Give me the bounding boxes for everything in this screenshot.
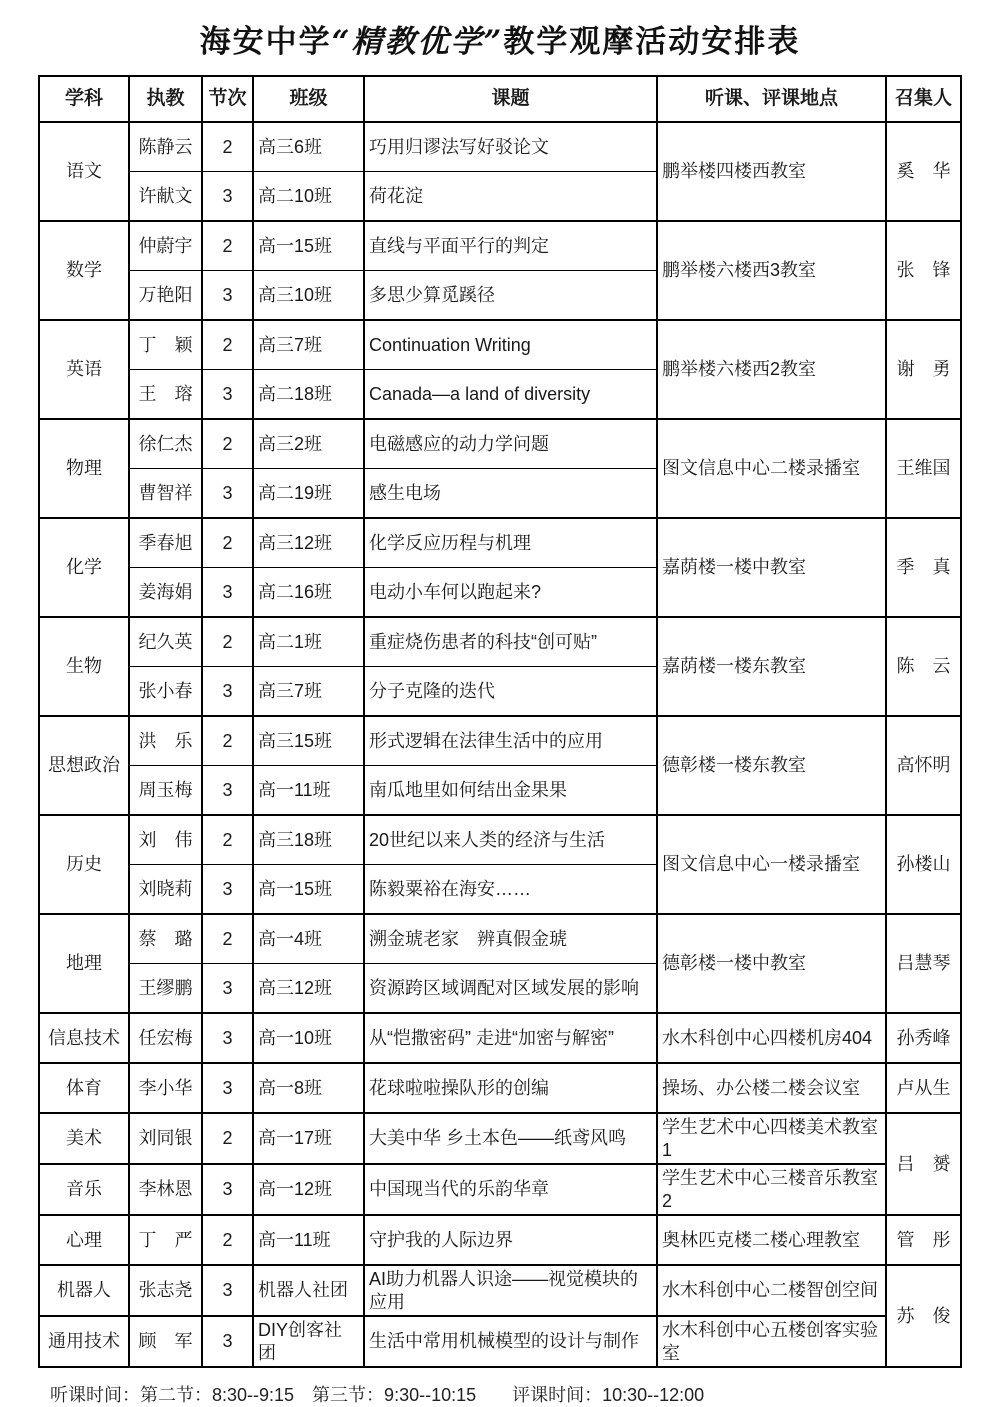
subject-cell: 通用技术	[39, 1316, 129, 1367]
table-row	[39, 1063, 961, 1113]
topic-cell: 多思少算觅蹊径	[364, 271, 657, 321]
convener-cell: 孙秀峰	[886, 1013, 961, 1063]
topic-cell: 电磁感应的动力学问题	[364, 419, 657, 469]
convener-cell: 季 真	[886, 518, 961, 617]
teacher-cell: 张志尧	[129, 1265, 202, 1316]
topic-cell: Canada—a land of diversity	[364, 370, 657, 420]
convener-cell: 谢 勇	[886, 320, 961, 419]
teacher-cell: 纪久英	[129, 617, 202, 667]
table-row	[39, 1316, 961, 1367]
topic-cell: 形式逻辑在法律生活中的应用	[364, 716, 657, 766]
topic-cell: 溯金琥老家 辨真假金琥	[364, 914, 657, 964]
column-header-period: 节次	[202, 76, 253, 122]
title-quoted: “精教优学”	[331, 24, 504, 60]
teacher-cell: 姜海娟	[129, 568, 202, 618]
convener-cell: 孙楼山	[886, 815, 961, 914]
period-cell: 2	[202, 617, 253, 667]
column-header-topic: 课题	[364, 76, 657, 122]
convener-cell: 苏 俊	[886, 1265, 961, 1367]
class-cell: 机器人社团	[253, 1265, 364, 1316]
class-cell: 高一4班	[253, 914, 364, 964]
class-cell: 高二1班	[253, 617, 364, 667]
location-cell: 水木科创中心五楼创客实验室	[657, 1316, 886, 1367]
subject-cell: 语文	[39, 122, 129, 221]
location-cell: 水木科创中心四楼机房404	[657, 1013, 886, 1063]
teacher-cell: 张小春	[129, 667, 202, 717]
teacher-cell: 洪 乐	[129, 716, 202, 766]
location-cell: 德彰楼一楼中教室	[657, 914, 886, 1013]
topic-cell: 花球啦啦操队形的创编	[364, 1063, 657, 1113]
period-cell: 2	[202, 221, 253, 271]
teacher-cell: 万艳阳	[129, 271, 202, 321]
topic-cell: 分子克隆的迭代	[364, 667, 657, 717]
title-suffix: 教学观摩活动安排表	[503, 24, 801, 59]
teacher-cell: 徐仁杰	[129, 419, 202, 469]
column-header-convener: 召集人	[886, 76, 961, 122]
period-cell: 3	[202, 1265, 253, 1316]
location-cell: 操场、办公楼二楼会议室	[657, 1063, 886, 1113]
subject-cell: 音乐	[39, 1164, 129, 1215]
class-cell: 高三7班	[253, 667, 364, 717]
table-row	[39, 914, 961, 964]
period-cell: 2	[202, 716, 253, 766]
table-row	[39, 815, 961, 865]
title-prefix: 海安中学	[199, 24, 332, 59]
convener-cell: 吕慧琴	[886, 914, 961, 1013]
table-row	[39, 617, 961, 667]
subject-cell: 物理	[39, 419, 129, 518]
topic-cell: Continuation Writing	[364, 320, 657, 370]
period-cell: 3	[202, 172, 253, 222]
period-cell: 2	[202, 122, 253, 172]
teacher-cell: 曹智祥	[129, 469, 202, 519]
convener-cell: 奚 华	[886, 122, 961, 221]
topic-cell: 资源跨区域调配对区域发展的影响	[364, 964, 657, 1014]
location-cell: 嘉荫楼一楼中教室	[657, 518, 886, 617]
subject-cell: 生物	[39, 617, 129, 716]
table-row	[39, 1164, 961, 1215]
topic-cell: 陈毅粟裕在海安……	[364, 865, 657, 915]
location-cell: 图文信息中心二楼录播室	[657, 419, 886, 518]
table-row	[39, 320, 961, 370]
class-cell: 高三15班	[253, 716, 364, 766]
table-row	[39, 518, 961, 568]
teacher-cell: 王缪鹏	[129, 964, 202, 1014]
teacher-cell: 刘 伟	[129, 815, 202, 865]
period-cell: 3	[202, 1013, 253, 1063]
subject-cell: 美术	[39, 1113, 129, 1164]
class-cell: DIY创客社团	[253, 1316, 364, 1367]
location-cell: 嘉荫楼一楼东教室	[657, 617, 886, 716]
table-row	[39, 122, 961, 172]
class-cell: 高一15班	[253, 221, 364, 271]
header-row	[39, 76, 961, 122]
column-header-location: 听课、评课地点	[657, 76, 886, 122]
class-cell: 高一10班	[253, 1013, 364, 1063]
subject-cell: 英语	[39, 320, 129, 419]
period-cell: 2	[202, 1215, 253, 1265]
table-row	[39, 1113, 961, 1164]
period-cell: 3	[202, 667, 253, 717]
location-cell: 水木科创中心二楼智创空间	[657, 1265, 886, 1316]
location-cell: 德彰楼一楼东教室	[657, 716, 886, 815]
topic-cell: 南瓜地里如何结出金果果	[364, 766, 657, 816]
subject-cell: 体育	[39, 1063, 129, 1113]
teacher-cell: 顾 军	[129, 1316, 202, 1367]
topic-cell: 荷花淀	[364, 172, 657, 222]
topic-cell: 感生电场	[364, 469, 657, 519]
teacher-cell: 任宏梅	[129, 1013, 202, 1063]
location-cell: 图文信息中心一楼录播室	[657, 815, 886, 914]
period-cell: 3	[202, 766, 253, 816]
class-cell: 高一15班	[253, 865, 364, 915]
period-cell: 2	[202, 815, 253, 865]
convener-cell: 张 锋	[886, 221, 961, 320]
location-cell: 鹏举楼四楼西教室	[657, 122, 886, 221]
class-cell: 高二16班	[253, 568, 364, 618]
convener-cell: 吕 赟	[886, 1113, 961, 1215]
class-cell: 高二10班	[253, 172, 364, 222]
period-cell: 2	[202, 914, 253, 964]
topic-cell: 化学反应历程与机理	[364, 518, 657, 568]
class-cell: 高一11班	[253, 1215, 364, 1265]
table-row	[39, 1013, 961, 1063]
teacher-cell: 季春旭	[129, 518, 202, 568]
topic-cell: 直线与平面平行的判定	[364, 221, 657, 271]
table-row	[39, 419, 961, 469]
subject-cell: 心理	[39, 1215, 129, 1265]
convener-cell: 高怀明	[886, 716, 961, 815]
subject-cell: 机器人	[39, 1265, 129, 1316]
convener-cell: 卢从生	[886, 1063, 961, 1113]
class-cell: 高三7班	[253, 320, 364, 370]
convener-cell: 管 彤	[886, 1215, 961, 1265]
topic-cell: AI助力机器人识途——视觉模块的应用	[364, 1265, 657, 1316]
teacher-cell: 李林恩	[129, 1164, 202, 1215]
period-cell: 2	[202, 1113, 253, 1164]
period-cell: 2	[202, 419, 253, 469]
teacher-cell: 丁 严	[129, 1215, 202, 1265]
table-row	[39, 716, 961, 766]
teacher-cell: 周玉梅	[129, 766, 202, 816]
table-row	[39, 221, 961, 271]
class-cell: 高三12班	[253, 964, 364, 1014]
topic-cell: 生活中常用机械模型的设计与制作	[364, 1316, 657, 1367]
subject-cell: 历史	[39, 815, 129, 914]
class-cell: 高三10班	[253, 271, 364, 321]
location-cell: 学生艺术中心三楼音乐教室2	[657, 1164, 886, 1215]
period-cell: 2	[202, 518, 253, 568]
subject-cell: 地理	[39, 914, 129, 1013]
convener-cell: 王维国	[886, 419, 961, 518]
table-row	[39, 1215, 961, 1265]
topic-cell: 中国现当代的乐韵华章	[364, 1164, 657, 1215]
topic-cell: 守护我的人际边界	[364, 1215, 657, 1265]
class-cell: 高二18班	[253, 370, 364, 420]
subject-cell: 思想政治	[39, 716, 129, 815]
period-cell: 2	[202, 320, 253, 370]
teacher-cell: 仲蔚宇	[129, 221, 202, 271]
teacher-cell: 丁 颖	[129, 320, 202, 370]
location-cell: 鹏举楼六楼西3教室	[657, 221, 886, 320]
teacher-cell: 许献文	[129, 172, 202, 222]
period-cell: 3	[202, 568, 253, 618]
period-cell: 3	[202, 271, 253, 321]
teacher-cell: 蔡 璐	[129, 914, 202, 964]
location-cell: 学生艺术中心四楼美术教室1	[657, 1113, 886, 1164]
location-cell: 奥林匹克楼二楼心理教室	[657, 1215, 886, 1265]
page-title	[0, 16, 1000, 61]
schedule-times-note: 听课时间：第二节：8:30--9:15 第三节：9:30--10:15 评课时间：10:30--12:00	[50, 1385, 705, 1405]
period-cell: 3	[202, 1316, 253, 1367]
column-header-subject: 学科	[39, 76, 129, 122]
subject-cell: 信息技术	[39, 1013, 129, 1063]
teacher-cell: 刘同银	[129, 1113, 202, 1164]
class-cell: 高三12班	[253, 518, 364, 568]
period-cell: 3	[202, 469, 253, 519]
column-header-teacher: 执教	[129, 76, 202, 122]
class-cell: 高二19班	[253, 469, 364, 519]
class-cell: 高一8班	[253, 1063, 364, 1113]
teacher-cell: 陈静云	[129, 122, 202, 172]
period-cell: 3	[202, 964, 253, 1014]
topic-cell: 电动小车何以跑起来?	[364, 568, 657, 618]
topic-cell: 重症烧伤患者的科技“创可贴”	[364, 617, 657, 667]
class-cell: 高一12班	[253, 1164, 364, 1215]
class-cell: 高一11班	[253, 766, 364, 816]
teacher-cell: 王 瑢	[129, 370, 202, 420]
schedule-page	[0, 16, 1000, 1407]
convener-cell: 陈 云	[886, 617, 961, 716]
class-cell: 高三18班	[253, 815, 364, 865]
topic-cell: 从“恺撒密码” 走进“加密与解密”	[364, 1013, 657, 1063]
topic-cell: 大美中华 乡土本色——纸鸢风鸣	[364, 1113, 657, 1164]
column-header-class: 班级	[253, 76, 364, 122]
location-cell: 鹏举楼六楼西2教室	[657, 320, 886, 419]
schedule-table	[38, 75, 962, 1368]
class-cell: 高三2班	[253, 419, 364, 469]
teacher-cell: 李小华	[129, 1063, 202, 1113]
subject-cell: 化学	[39, 518, 129, 617]
subject-cell: 数学	[39, 221, 129, 320]
topic-cell: 20世纪以来人类的经济与生活	[364, 815, 657, 865]
period-cell: 3	[202, 865, 253, 915]
period-cell: 3	[202, 370, 253, 420]
class-cell: 高三6班	[253, 122, 364, 172]
period-cell: 3	[202, 1063, 253, 1113]
teacher-cell: 刘晓莉	[129, 865, 202, 915]
topic-cell: 巧用归谬法写好驳论文	[364, 122, 657, 172]
class-cell: 高一17班	[253, 1113, 364, 1164]
period-cell: 3	[202, 1164, 253, 1215]
table-row	[39, 1265, 961, 1316]
